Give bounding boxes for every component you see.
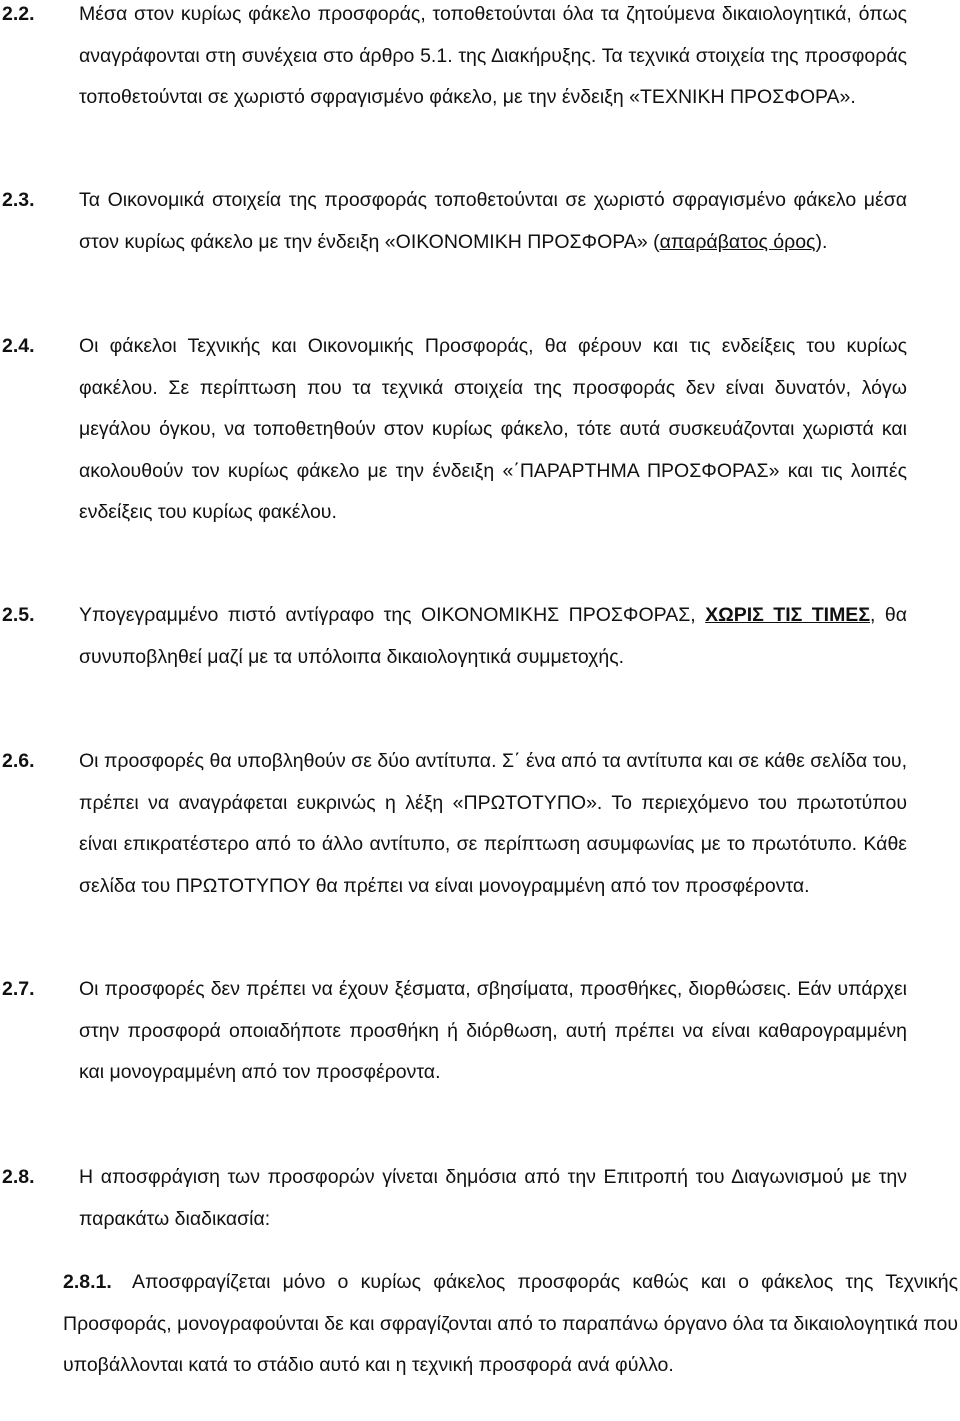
section-number: 2.8. (2, 1166, 35, 1188)
section-number: 2.7. (2, 978, 35, 1000)
section-text: Η αποσφράγιση των προσφορών γίνεται δημόσια από την Επιτροπή του Διαγωνισμού με την παρακάτω διαδικασία: (79, 1166, 907, 1230)
subsection-text: Αποσφραγίζεται μόνο ο κυρίως φάκελος προσφοράς καθώς και ο φάκελος της Τεχνικής Προσφοράς, μονογραφούνται δε και σφραγίζονται από το παραπάνω όργανο όλα τα δικαιολογητικά που υποβάλλονται κατά το στάδιο αυτό και η τεχνική προσφορά ανά φύλλο. (63, 1271, 958, 1376)
section-number: 2.5. (2, 604, 35, 626)
section-text-part: Τα Οικονομικά στοιχεία της προσφοράς τοποθετούνται σε χωριστό σφραγισμένο φάκελο μέσα στον κυρίως φάκελο με την ένδειξη «ΟΙΚΟΝΟΜΙΚΗ ΠΡΟΣΦΟΡΑ» ( (79, 189, 907, 253)
section-text-part: ). (815, 230, 828, 253)
section-number: 2.2. (2, 3, 35, 25)
section-number: 2.4. (2, 335, 35, 357)
section-text-part: , θα συνυποβληθεί μαζί με τα υπόλοιπα δικαιολογητικά συμμετοχής. (79, 604, 907, 668)
section-text (79, 595, 907, 678)
section-text (79, 180, 907, 263)
emphasized-term: ΧΩΡΙΣ ΤΙΣ ΤΙΜΕΣ (705, 604, 871, 626)
section-text: Οι προσφορές θα υποβληθούν σε δύο αντίτυπα. Σ΄ ένα από τα αντίτυπα και σε κάθε σελίδα του, πρέπει να αναγράφεται ευκρινώς η λέξη «ΠΡΩΤΟΤΥΠΟ». Το περιεχόμενο του πρωτοτύπου είναι επικρατέστερο από το άλλο αντίτυπο, σε περίπτωση ασυμφωνίας με το πρωτότυπο. Κάθε σελίδα του ΠΡΩΤΟΤΥΠΟΥ θα πρέπει να είναι μονογραμμένη από τον προσφέροντα. (79, 750, 907, 897)
section-text: Οι προσφορές δεν πρέπει να έχουν ξέσματα, σβησίματα, προσθήκες, διορθώσεις. Εάν υπάρχει στην προσφορά οποιαδήποτε προσθήκη ή διόρθωση, αυτή πρέπει να είναι καθαρογραμμένη και μονογραμμένη από τον προσφέροντα. (79, 978, 907, 1083)
section-text: Μέσα στον κυρίως φάκελο προσφοράς, τοποθετούνται όλα τα ζητούμενα δικαιολογητικά, όπως αναγράφονται στη συνέχεια στο άρθρο 5.1. της Διακήρυξης. Τα τεχνικά στοιχεία της προσφοράς τοποθετούνται σε χωριστό σφραγισμένο φάκελο, με την ένδειξη «ΤΕΧΝΙΚΗ ΠΡΟΣΦΟΡΑ». (79, 3, 907, 108)
underlined-term: απαράβατος όρος (659, 230, 816, 253)
section-number: 2.3. (2, 189, 35, 211)
section-text: Οι φάκελοι Τεχνικής και Οικονομικής Προσφοράς, θα φέρουν και τις ενδείξεις του κυρίως φακέλου. Σε περίπτωση που τα τεχνικά στοιχεία της προσφοράς δεν είναι δυνατόν, λόγω μεγάλου όγκου, να τοποθετηθούν στον κυρίως φάκελο, τότε αυτά συσκευάζονται χωριστά και ακολουθούν τον κυρίως φάκελο με την ένδειξη «΄ΠΑΡΑΡΤΗΜΑ ΠΡΟΣΦΟΡΑΣ» και τις λοιπές ενδείξεις του κυρίως φακέλου. (79, 335, 907, 523)
section-text-part: Υπογεγραμμένο πιστό αντίγραφο της ΟΙΚΟΝΟΜΙΚΗΣ ΠΡΟΣΦΟΡΑΣ, (79, 604, 706, 626)
subsection-number: 2.8.1. (63, 1271, 112, 1293)
section-number: 2.6. (2, 750, 35, 772)
